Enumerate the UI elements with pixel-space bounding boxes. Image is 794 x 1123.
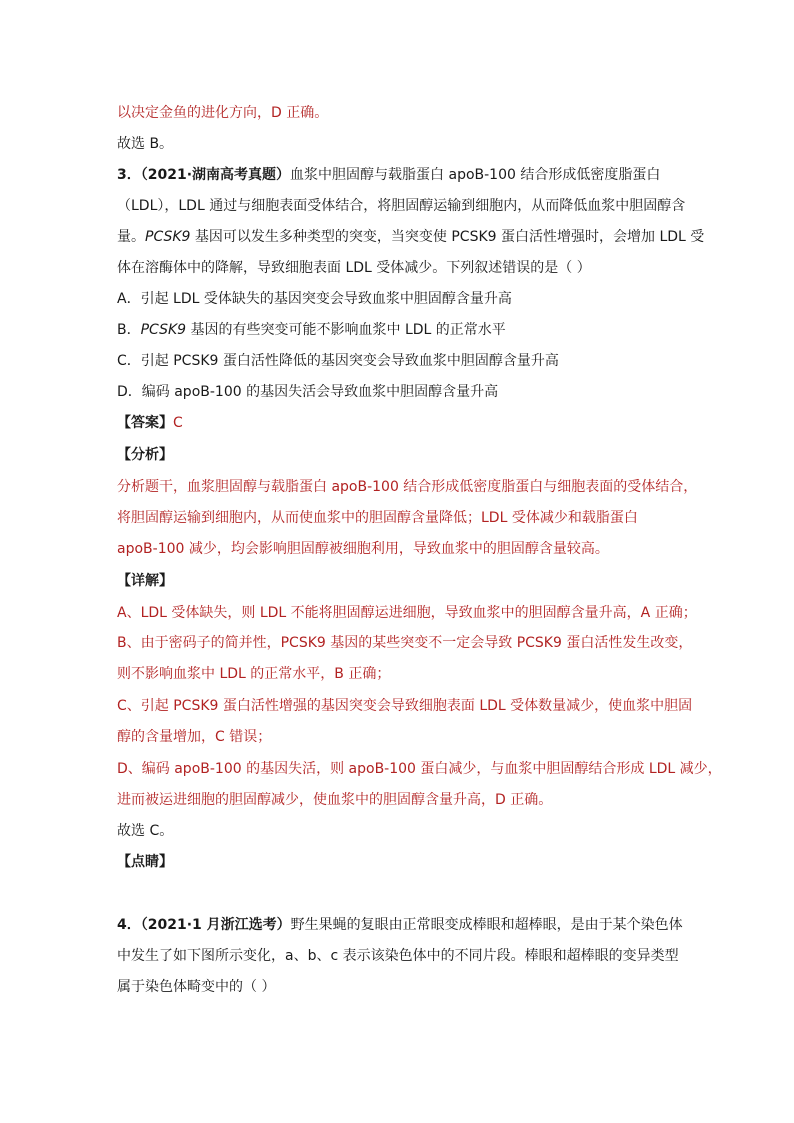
question-text: 野生果蝇的复眼由正常眼变成棒眼和超棒眼，是由于某个染色体 [290,917,683,933]
text-line: 体在溶酶体中的降解，导致细胞表面 LDL 受体减少。下列叙述错误的是（ ） [117,260,591,276]
detail-line: A、LDL 受体缺失，则 LDL 不能将胆固醇运进细胞，导致血浆中的胆固醇含量升高，A 正确； [117,605,697,621]
comment-label: 【点睛】 [117,854,173,870]
answer-line [117,413,183,433]
question-source: （2021·1 月浙江选考） [140,917,291,933]
text-span: 量。 [117,229,145,245]
detail-line: 醇的含量增加，C 错误； [117,729,272,745]
text-span: 基因的有些突变可能不影响血浆中 LDL 的正常水平 [186,322,506,338]
answer-value: C [173,415,183,431]
text-line: 中发生了如下图所示变化，a、b、c 表示该染色体中的不同片段。棒眼和超棒眼的变异类型 [117,948,679,964]
detail-line: 则不影响血浆中 LDL 的正常水平，B 正确； [117,666,391,682]
question-4-line [117,915,683,935]
text-line: 故选 B。 [117,136,174,152]
analysis-line: 将胆固醇运输到细胞内，从而使血浆中的胆固醇含量降低；LDL 受体减少和载脂蛋白 [117,510,638,526]
analysis-line: apoB-100 减少，均会影响胆固醇被细胞利用，导致血浆中的胆固醇含量较高。 [117,541,609,557]
text-line: （LDL），LDL 通过与细胞表面受体结合，将胆固醇运输到细胞内，从而降低血浆中胆固醇含 [117,198,686,214]
question-text: 血浆中胆固醇与载脂蛋白 apoB-100 结合形成低密度脂蛋白 [290,167,661,183]
gene-name: PCSK9 [145,229,191,245]
detail-line: B、由于密码子的简并性，PCSK9 基因的某些突变不一定会导致 PCSK9 蛋白活性发生改变， [117,635,693,651]
option-d: D．编码 apoB-100 的基因失活会导致血浆中胆固醇含量升高 [117,384,499,400]
gene-name: PCSK9 [140,322,187,338]
option-c: C．引起 PCSK9 蛋白活性降低的基因突变会导致血浆中胆固醇含量升高 [117,353,559,369]
question-number: 3． [117,167,141,183]
text-line: 以决定金鱼的进化方向，D 正确。 [117,105,329,121]
answer-label: 【答案】 [117,415,173,431]
text-span: B． [117,322,141,338]
text-line [117,227,704,247]
detail-label: 【详解】 [117,573,173,589]
analysis-line: 分析题干，血浆胆固醇与载脂蛋白 apoB-100 结合形成低密度脂蛋白与细胞表面的受体结合， [117,479,698,495]
text-line: 属于染色体畸变中的（ ） [117,979,276,995]
analysis-label: 【分析】 [117,447,173,463]
question-source: （2021·湖南高考真题） [140,167,291,183]
option-a: A．引起 LDL 受体缺失的基因突变会导致血浆中胆固醇含量升高 [117,291,512,307]
conclusion-line: 故选 C。 [117,823,174,839]
detail-line: D、编码 apoB-100 的基因失活，则 apoB-100 蛋白减少，与血浆中胆固醇结合形成 LDL 减少， [117,761,722,777]
option-b [117,320,506,340]
question-number: 4． [117,917,141,933]
detail-line: C、引起 PCSK9 蛋白活性增强的基因突变会导致细胞表面 LDL 受体数量减少，使血浆中胆固 [117,698,693,714]
detail-line: 进而被运进细胞的胆固醇减少，使血浆中的胆固醇含量升高，D 正确。 [117,792,553,808]
question-3-line [117,165,660,185]
text-span: 基因可以发生多种类型的突变，当突变使 PCSK9 蛋白活性增强时，会增加 LDL 受 [190,229,705,245]
